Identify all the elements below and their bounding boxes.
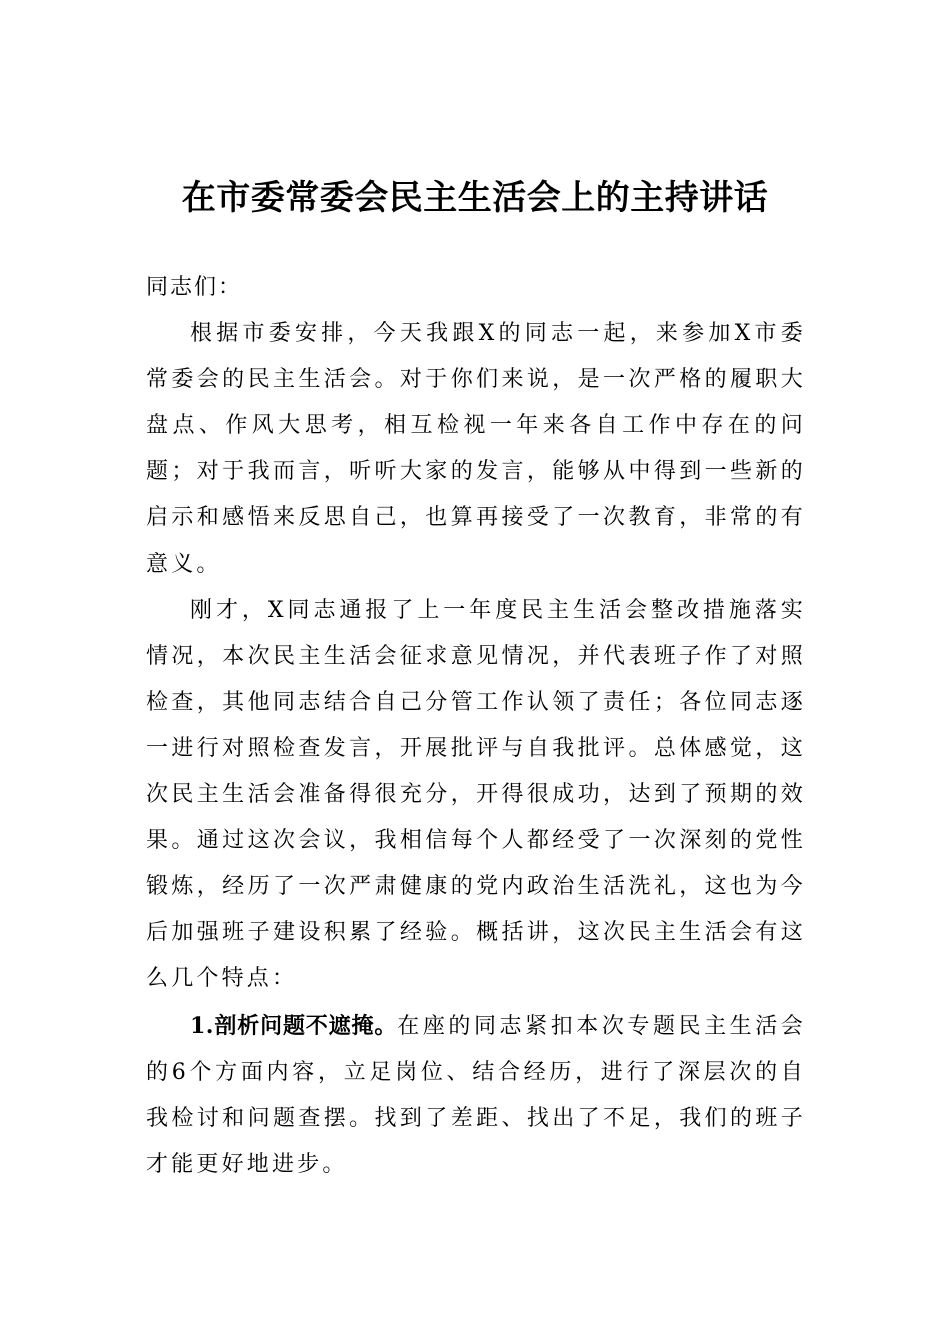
paragraph-summary	[146, 588, 806, 1003]
paragraph-point-1	[146, 1003, 806, 1188]
salutation: 同志们：	[146, 275, 243, 300]
paragraph-text: 刚才，X同志通报了上一年度民主生活会整改措施落实情况，本次民主生活会征求意见情况，并代表班子作了对照检查，其他同志结合自己分管工作认领了责任；各位同志逐一进行对照检查发言，开展批评与自我批评。总体感觉，这次民主生活会准备得很充分，开得很成功，达到了预期的效果。通过这次会议，我相信每个人都经受了一次深刻的党性锻炼，经历了一次严肃健康的党内政治生活洗礼，这也为今后加强班子建设积累了经验。概括讲，这次民主生活会有这么几个特点：	[146, 597, 806, 992]
document-body	[146, 265, 806, 1188]
document-title: 在市委常委会民主生活会上的主持讲话	[181, 178, 769, 218]
paragraph-lead-heading: 1.剖析问题不遮掩。	[190, 1012, 398, 1039]
paragraph-intro	[146, 311, 806, 588]
paragraph-text: 在座的同志紧扣本次专题民主生活会的6个方面内容，立足岗位、结合经历，进行了深层次的自我检讨和问题查摆。找到了差距、找出了不足，我们的班子才能更好地进步。	[146, 1013, 807, 1177]
paragraph-text: 根据市委安排，今天我跟X的同志一起，来参加X市委常委会的民主生活会。对于你们来说，是一次严格的履职大盘点、作风大思考，相互检视一年来各自工作中存在的问题；对于我而言，听听大家的发言，能够从中得到一些新的启示和感悟来反思自己，也算再接受了一次教育，非常的有意义。	[146, 321, 806, 577]
